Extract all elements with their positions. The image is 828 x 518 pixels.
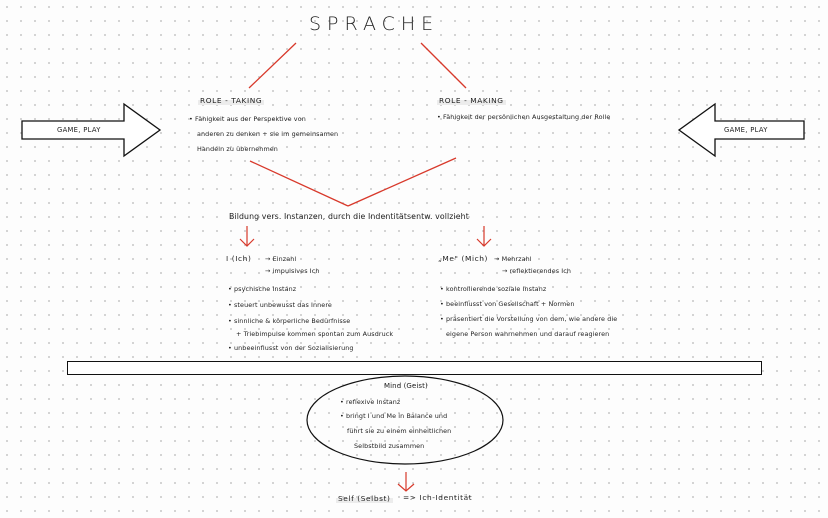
i-bullet-1: • psychische Instanz bbox=[228, 285, 297, 293]
i-bullet-3: • sinnliche & körperliche Bedürfnisse bbox=[228, 317, 351, 325]
down-arrow-to-self bbox=[398, 472, 414, 491]
me-bullet-2: • beeinflusst von Gesellschaft + Normen bbox=[440, 300, 575, 308]
title-to-role-taking-line bbox=[249, 43, 296, 88]
me-bullet-4: eigene Person wahrnehmen und darauf reagieren bbox=[446, 330, 610, 338]
me-bullet-1: • kontrollierende soziale Instanz bbox=[440, 285, 547, 293]
i-arrow-item-2: → impulsives Ich bbox=[265, 267, 320, 275]
page-title: SPRACHE bbox=[309, 13, 440, 35]
i-bullet-5: • unbeeinflusst von der Sozialisierung bbox=[228, 344, 354, 352]
role-making-line-1: • Fähigkeit der persönlichen Ausgestaltung der Rolle bbox=[437, 113, 611, 121]
i-arrow-item-1: → Einzahl bbox=[265, 255, 297, 263]
me-instance-label: „Me" (Mich) bbox=[438, 254, 489, 263]
role-taking-heading: ROLE - TAKING bbox=[200, 96, 263, 105]
mind-title: Mind (Geist) bbox=[384, 382, 428, 390]
role-taking-line-3: Handeln zu übernehmen bbox=[197, 145, 278, 153]
mind-line-1: • reflexive Instanz bbox=[340, 398, 401, 406]
role-making-heading: ROLE - MAKING bbox=[439, 96, 504, 105]
role-taking-line-2: anderen zu denken + sie im gemeinsamen bbox=[197, 130, 339, 138]
me-bullet-3: • präsentiert die Vorstellung von dem, wie andere die bbox=[440, 315, 618, 323]
mind-line-3: führt sie zu einem einheitlichen bbox=[347, 427, 452, 435]
title-to-role-making-line bbox=[421, 43, 466, 88]
i-bullet-4: + Triebimpulse kommen spontan zum Ausdruck bbox=[236, 330, 394, 338]
role-making-converge-line bbox=[348, 158, 456, 206]
mind-line-4: Selbstbild zusammen bbox=[354, 442, 425, 450]
left-arrow-label: GAME, PLAY bbox=[57, 126, 101, 134]
right-arrow-label: GAME, PLAY bbox=[724, 126, 768, 134]
i-instance-label: I (Ich) bbox=[226, 254, 252, 263]
down-arrow-to-i bbox=[240, 226, 254, 246]
instances-formation-text: Bildung vers. Instanzen, durch die Indentitätsentw. vollzieht bbox=[229, 212, 469, 221]
me-arrow-item-1: → Mehrzahl bbox=[494, 255, 532, 263]
role-taking-converge-line bbox=[250, 161, 348, 206]
separator-bar bbox=[67, 361, 762, 375]
self-result: => Ich-Identität bbox=[403, 493, 473, 502]
role-taking-line-1: • Fähigkeit aus der Perspektive von bbox=[189, 115, 306, 123]
i-bullet-2: • steuert unbewusst das Innere bbox=[228, 301, 332, 309]
down-arrow-to-me bbox=[477, 226, 491, 246]
self-label: Self (Selbst) bbox=[338, 494, 391, 503]
me-arrow-item-2: → reflektierendes Ich bbox=[502, 267, 572, 275]
mind-line-2: • bringt I und Me in Balance und bbox=[340, 412, 448, 420]
